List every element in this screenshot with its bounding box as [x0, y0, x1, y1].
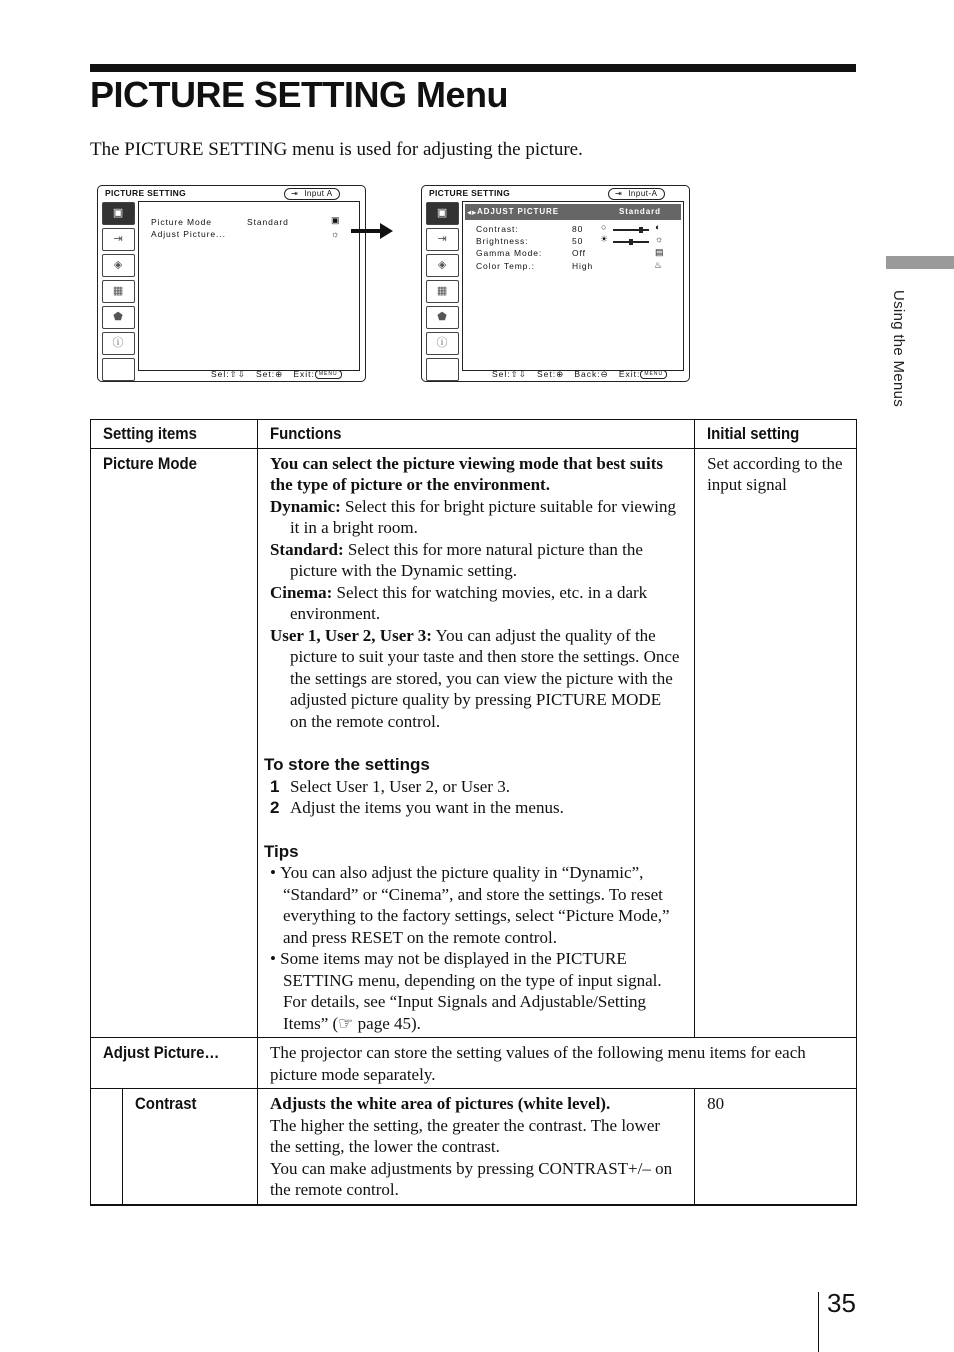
- item-contrast: Contrast: [122, 1089, 257, 1205]
- item-adjust-picture: Adjust Picture…: [91, 1038, 258, 1089]
- osd-title: PICTURE SETTING: [429, 188, 511, 198]
- operation-menu-icon: ▦: [102, 280, 135, 303]
- arrow-updown-icon: ⇧⇩: [229, 369, 246, 379]
- picture-menu-icon: ▣: [426, 202, 459, 225]
- store-settings-heading: To store the settings: [263, 755, 430, 774]
- table-row-picture-mode: [91, 448, 857, 1038]
- mode-cinema: Cinema: Select this for watching movies, etc. in a dark environment.: [269, 582, 648, 623]
- page-number: 35: [827, 1288, 856, 1318]
- step-2: 2 Adjust the items you want in the menus.: [269, 798, 564, 817]
- table-row-adjust-picture: [91, 1038, 857, 1089]
- item-picture-mode: Picture Mode: [91, 448, 258, 1038]
- initial-contrast: 80: [695, 1089, 857, 1205]
- contrast-desc: The higher the setting, the greater the contrast. The lower the setting, the lower the contrast.: [269, 1115, 661, 1156]
- operation-menu-icon: ▦: [426, 280, 459, 303]
- menu-key-icon: MENU: [315, 370, 342, 379]
- mode-user: User 1, User 2, User 3: You can adjust the quality of the picture to suit your taste and then store the settings. Once the settings are stored, you can view the picture with the adjusted picture quality by pressing PICTURE MODE on the remote control.: [269, 625, 680, 731]
- osd-row-contrast-value: 80: [572, 224, 584, 234]
- osd-row-gamma-value: Off: [572, 248, 586, 258]
- brightness-high-icon: ☼: [655, 234, 665, 244]
- information-menu-icon: ⓘ: [102, 332, 135, 355]
- osd-panel: [138, 201, 360, 371]
- installation-menu-icon: ⬟: [102, 306, 135, 329]
- picture-menu-icon: ▣: [102, 202, 135, 225]
- color-temp-icon: ♨: [654, 260, 663, 270]
- contrast-lead: Adjusts the white area of pictures (white level).: [269, 1094, 611, 1113]
- osd-row-color-temp-value: High: [572, 261, 594, 271]
- title-rule: [90, 64, 856, 72]
- back-icon: ⊖: [600, 369, 609, 379]
- contrast-slider: [613, 229, 649, 231]
- brightness-low-icon: ☀: [600, 234, 609, 244]
- arrow-updown-icon: ⇧⇩: [510, 369, 527, 379]
- blank-menu-icon: [102, 358, 135, 381]
- tips-heading: Tips: [263, 841, 299, 861]
- section-tab: [886, 256, 954, 269]
- picture-mode-lead: You can select the picture viewing mode that best suits the type of picture or the environment.: [269, 453, 663, 494]
- menu-key-icon: MENU: [640, 370, 667, 379]
- picture-mode-icon: ▣: [331, 215, 341, 225]
- step-1: 1 Select User 1, User 2, or User 3.: [269, 776, 510, 796]
- settings-table: [90, 419, 857, 1206]
- adjust-picture-icon: ☼: [331, 229, 341, 239]
- installation-menu-icon: ⬟: [426, 306, 459, 329]
- mode-standard: Standard: Select this for more natural picture than the picture with the Dynamic setting.: [269, 539, 643, 580]
- brightness-slider-knob: [629, 239, 633, 245]
- osd-input-indicator: ⇥ Input-A: [608, 188, 665, 200]
- enter-icon: ⊕: [275, 369, 284, 379]
- page-title: PICTURE SETTING Menu: [90, 74, 509, 115]
- information-menu-icon: ⓘ: [426, 332, 459, 355]
- tip-2: • Some items may not be displayed in the PICTURE SETTING menu, depending on the type of input signal. For details, see “Input Signals and Adjustable/Setting Items” (☞ page 45).: [269, 949, 662, 1033]
- input-icon: ⇥: [291, 189, 299, 198]
- intro-text: The PICTURE SETTING menu is used for adjusting the picture.: [90, 139, 583, 160]
- signal-menu-icon: ⇥: [102, 228, 135, 251]
- header-setting-items: Setting items: [91, 420, 258, 449]
- section-label: Using the Menus: [890, 290, 907, 408]
- arrow-line: [351, 229, 381, 233]
- signal-menu-icon: ⇥: [426, 228, 459, 251]
- osd-panel: [462, 201, 684, 371]
- select-arrow-icon: ◂▸: [467, 207, 478, 217]
- mode-dynamic: Dynamic: Select this for bright picture suitable for viewing it in a bright room.: [269, 496, 676, 537]
- osd-row-gamma: Gamma Mode:: [476, 248, 543, 258]
- osd-picture-setting-main: [97, 185, 366, 382]
- osd-input-indicator: ⇥ Input A: [284, 188, 340, 200]
- osd-title: PICTURE SETTING: [105, 188, 187, 198]
- functions-adjust-picture: The projector can store the setting values of the following menu items for each picture mode separately.: [257, 1038, 856, 1089]
- contrast-slider-knob: [639, 227, 643, 233]
- functions-contrast: [257, 1089, 694, 1205]
- osd-footer: Sel:⇧⇩ Set:⊕ Back:⊖ Exit: MENU: [492, 369, 667, 380]
- functions-picture-mode: [257, 448, 694, 1038]
- enter-icon: ⊕: [556, 369, 565, 379]
- page-number-rule: [818, 1292, 819, 1352]
- arrow-head-icon: [380, 223, 393, 239]
- table-row-contrast: [91, 1089, 857, 1205]
- osd-row-contrast: Contrast:: [476, 224, 519, 234]
- contrast-desc-2: You can make adjustments by pressing CONTRAST+/– on the remote control.: [269, 1158, 673, 1199]
- osd-row-color-temp: Color Temp.:: [476, 261, 535, 271]
- input-icon: ⇥: [615, 189, 623, 198]
- function-menu-icon: ◈: [102, 254, 135, 277]
- header-functions: Functions: [257, 420, 694, 449]
- osd-row-brightness: Brightness:: [476, 236, 529, 246]
- tip-1: • You can also adjust the picture quality in “Dynamic”, “Standard” or “Cinema”, and store the settings. To reset everything to the factory settings, select “Picture Mode,” and press RESET on the remote control.: [269, 863, 670, 947]
- osd-header-highlight: ◂▸ ADJUST PICTURE Standard: [465, 204, 681, 220]
- blank-menu-icon: [426, 358, 459, 381]
- initial-picture-mode: Set according to the input signal: [695, 448, 857, 1038]
- header-initial-setting: Initial setting: [695, 420, 857, 449]
- gamma-icon: ▤: [655, 247, 665, 257]
- indent-cell: [91, 1089, 123, 1205]
- osd-row-brightness-value: 50: [572, 236, 584, 246]
- osd-row-picture-mode: Picture Mode: [151, 217, 212, 227]
- osd-row-adjust-picture: Adjust Picture...: [151, 229, 226, 239]
- function-menu-icon: ◈: [426, 254, 459, 277]
- osd-adjust-picture: [421, 185, 690, 382]
- osd-menu-icons: [102, 202, 135, 384]
- contrast-high-icon: ◐: [655, 222, 662, 232]
- osd-footer: Sel:⇧⇩ Set:⊕ Exit: MENU: [211, 369, 342, 380]
- table-header-row: [91, 420, 857, 449]
- osd-menu-icons: [426, 202, 459, 384]
- contrast-low-icon: ○: [601, 222, 608, 232]
- osd-row-picture-mode-value: Standard: [247, 217, 289, 227]
